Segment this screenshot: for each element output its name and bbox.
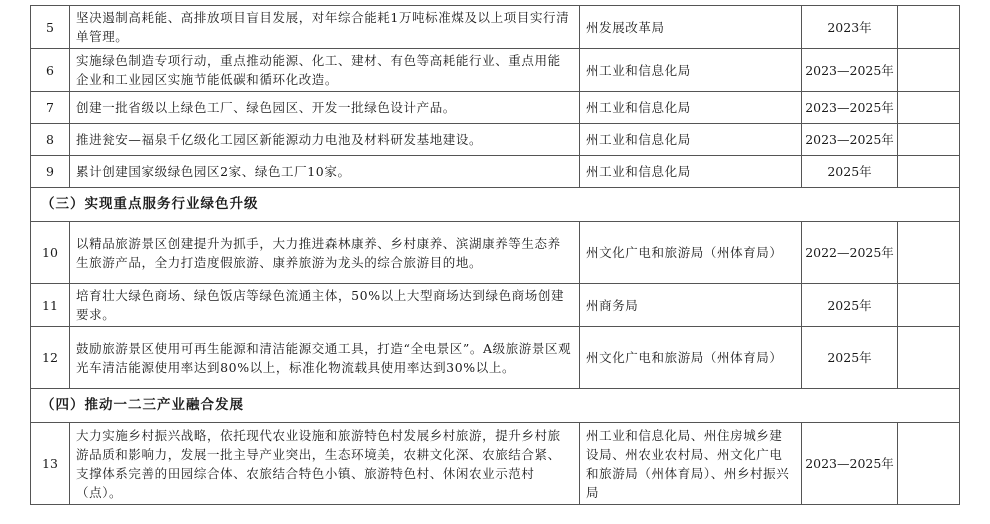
table-row: [31, 156, 960, 188]
time-frame: 2022—2025年: [802, 222, 898, 284]
responsible-department: 州商务局: [580, 284, 802, 327]
time-frame: 2023—2025年: [802, 49, 898, 92]
section-row: [31, 188, 960, 222]
time-frame: 2023—2025年: [802, 92, 898, 124]
task-description: 创建一批省级以上绿色工厂、绿色园区、开发一批绿色设计产品。: [70, 92, 580, 124]
row-number: 8: [31, 124, 70, 156]
row-number: 9: [31, 156, 70, 188]
note-cell: [898, 156, 960, 188]
table-row: [31, 124, 960, 156]
task-description: 鼓励旅游景区使用可再生能源和清洁能源交通工具，打造“全电景区”。A级旅游景区观光车清洁能源使用率达到80%以上，标准化物流载具使用率达到30%以上。: [70, 327, 580, 389]
row-number: 6: [31, 49, 70, 92]
task-description: 推进瓮安—福泉千亿级化工园区新能源动力电池及材料研发基地建设。: [70, 124, 580, 156]
note-cell: [898, 49, 960, 92]
note-cell: [898, 6, 960, 49]
row-number: 12: [31, 327, 70, 389]
row-number: 7: [31, 92, 70, 124]
note-cell: [898, 284, 960, 327]
responsible-department: 州工业和信息化局: [580, 124, 802, 156]
section-heading: （三）实现重点服务行业绿色升级: [31, 188, 960, 222]
responsible-department: 州工业和信息化局: [580, 156, 802, 188]
table-row: [31, 6, 960, 49]
task-description: 大力实施乡村振兴战略，依托现代农业设施和旅游特色村发展乡村旅游，提升乡村旅游品质和影响力，发展一批主导产业突出，生态环境美，农耕文化深、农旅结合紧、支撑体系完善的田园综合体、农旅结合特色小镇、旅游特色村、休闲农业示范村（点）。: [70, 423, 580, 505]
table-row: [31, 327, 960, 389]
table-row: [31, 49, 960, 92]
table-row: [31, 284, 960, 327]
table-row: [31, 423, 960, 505]
time-frame: 2025年: [802, 284, 898, 327]
row-number: 10: [31, 222, 70, 284]
note-cell: [898, 327, 960, 389]
responsible-department: 州工业和信息化局、州住房城乡建设局、州农业农村局、州文化广电和旅游局（州体育局）、州乡村振兴局: [580, 423, 802, 505]
time-frame: 2023—2025年: [802, 124, 898, 156]
note-cell: [898, 222, 960, 284]
note-cell: [898, 423, 960, 505]
time-frame: 2023年: [802, 6, 898, 49]
row-number: 13: [31, 423, 70, 505]
section-heading: （四）推动一二三产业融合发展: [31, 389, 960, 423]
task-table: [30, 5, 960, 505]
row-number: 11: [31, 284, 70, 327]
task-description: 培育壮大绿色商场、绿色饭店等绿色流通主体，50%以上大型商场达到绿色商场创建要求。: [70, 284, 580, 327]
responsible-department: 州工业和信息化局: [580, 49, 802, 92]
note-cell: [898, 124, 960, 156]
task-description: 实施绿色制造专项行动，重点推动能源、化工、建材、有色等高耗能行业、重点用能企业和工业园区实施节能低碳和循环化改造。: [70, 49, 580, 92]
responsible-department: 州发展改革局: [580, 6, 802, 49]
responsible-department: 州工业和信息化局: [580, 92, 802, 124]
time-frame: 2023—2025年: [802, 423, 898, 505]
section-row: [31, 389, 960, 423]
time-frame: 2025年: [802, 327, 898, 389]
table-row: [31, 92, 960, 124]
table-row: [31, 222, 960, 284]
task-description: 坚决遏制高耗能、高排放项目盲目发展，对年综合能耗1万吨标准煤及以上项目实行清单管理。: [70, 6, 580, 49]
row-number: 5: [31, 6, 70, 49]
note-cell: [898, 92, 960, 124]
task-description: 以精品旅游景区创建提升为抓手，大力推进森林康养、乡村康养、滨湖康养等生态养生旅游产品，全力打造度假旅游、康养旅游为龙头的综合旅游目的地。: [70, 222, 580, 284]
task-description: 累计创建国家级绿色园区2家、绿色工厂10家。: [70, 156, 580, 188]
responsible-department: 州文化广电和旅游局（州体育局）: [580, 327, 802, 389]
time-frame: 2025年: [802, 156, 898, 188]
responsible-department: 州文化广电和旅游局（州体育局）: [580, 222, 802, 284]
